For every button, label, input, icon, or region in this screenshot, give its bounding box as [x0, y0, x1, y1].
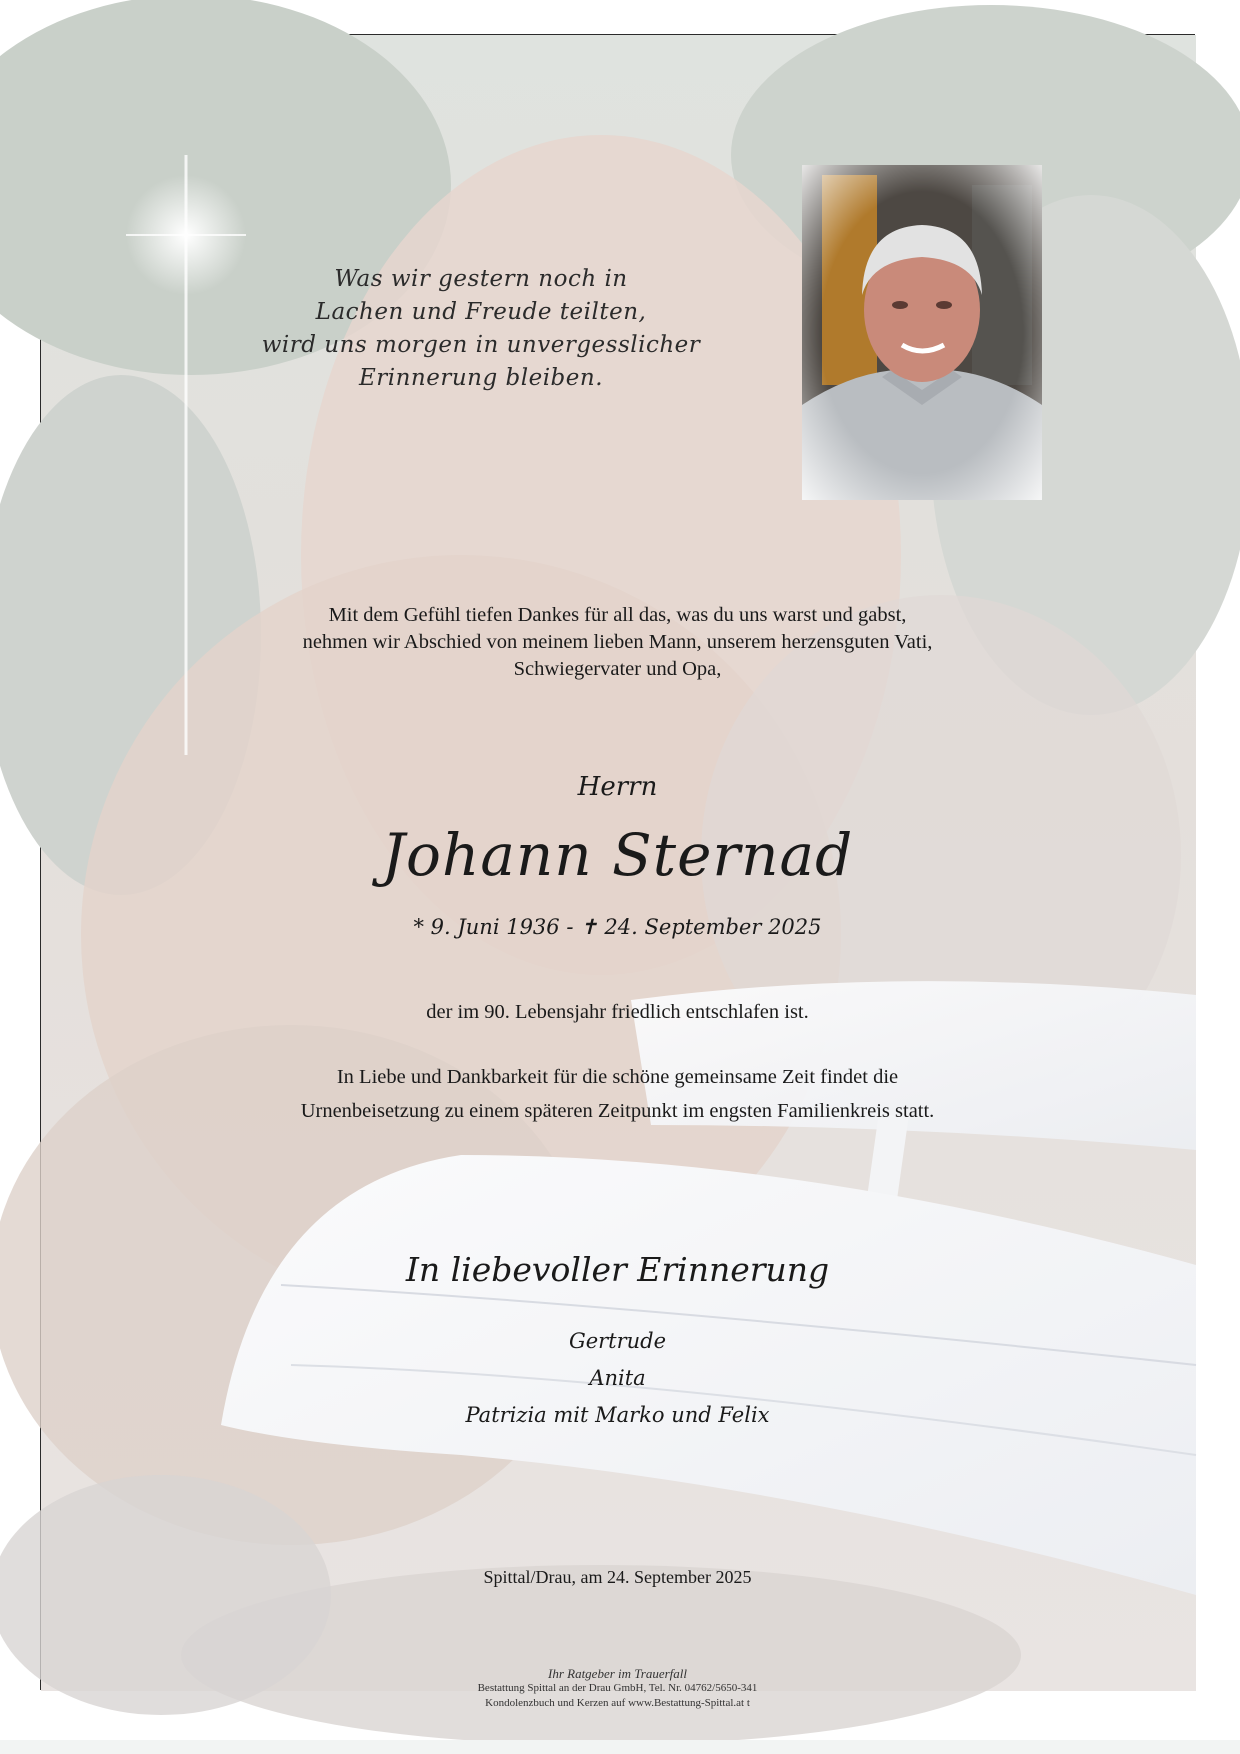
- place-date: Spittal/Drau, am 24. September 2025: [483, 1567, 752, 1587]
- survivor-name: Patrizia mit Marko und Felix: [465, 1403, 770, 1427]
- poem-line: wird uns morgen in unvergesslicher: [261, 332, 701, 358]
- intro-text: [41, 602, 1194, 683]
- intro-line: nehmen wir Abschied von meinem lieben Mann, unserem herzensguten Vati,: [302, 631, 933, 653]
- intro-line: Schwiegervater und Opa,: [513, 658, 722, 680]
- deceased-name: Johann Sternad: [381, 821, 854, 889]
- poem-line: Lachen und Freude teilten,: [315, 299, 647, 325]
- footer-condolence: Kondolenzbuch und Kerzen auf www.Bestattung-Spittal.at t: [485, 1697, 750, 1709]
- salutation: Herrn: [577, 772, 658, 802]
- burial-line: Urnenbeisetzung zu einem späteren Zeitpunkt im engsten Familienkreis statt.: [300, 1100, 935, 1122]
- footer: [41, 1666, 1194, 1711]
- poem-line: Was wir gestern noch in: [334, 266, 628, 292]
- burial-text: [41, 1060, 1194, 1128]
- passing-text: der im 90. Lebensjahr friedlich entschlafen ist.: [426, 1001, 809, 1023]
- survivors-list: [41, 1323, 1194, 1434]
- poem-line: Erinnerung bleiben.: [358, 365, 604, 391]
- survivor-name: Anita: [589, 1366, 646, 1390]
- life-dates: * 9. Juni 1936 - ✝ 24. September 2025: [413, 915, 822, 939]
- footer-company: Bestattung Spittal an der Drau GmbH, Tel. Nr. 04762/5650-341: [477, 1682, 758, 1694]
- intro-line: Mit dem Gefühl tiefen Dankes für all das, was du uns warst und gabst,: [328, 604, 907, 626]
- scan-edge-strip: [0, 1740, 1240, 1754]
- remembrance-heading: In liebevoller Erinnerung: [405, 1250, 830, 1289]
- poem: [261, 263, 701, 395]
- obituary-content: [41, 35, 1194, 1709]
- portrait-photo: [802, 165, 1042, 500]
- obituary-card: [40, 34, 1195, 1709]
- footer-slogan: Ihr Ratgeber im Trauerfall: [547, 1666, 688, 1681]
- burial-line: In Liebe und Dankbarkeit für die schöne gemeinsame Zeit findet die: [336, 1066, 899, 1088]
- survivor-name: Gertrude: [568, 1329, 667, 1353]
